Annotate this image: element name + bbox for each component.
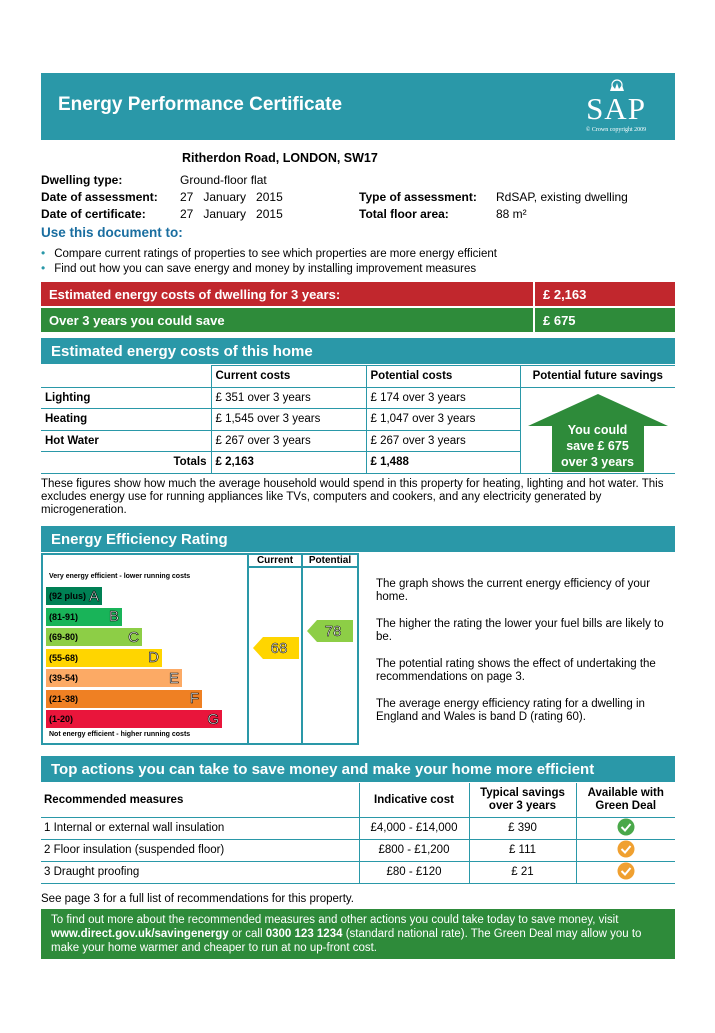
- band-range: (92 plus): [49, 591, 87, 601]
- rating-col-potential: Potential: [303, 555, 357, 568]
- band-range: (55-68): [49, 652, 79, 663]
- rating-band-b: [46, 608, 122, 626]
- date-certificate-label: Date of certificate:: [41, 207, 146, 221]
- phone-number: 0300 123 1234: [265, 928, 343, 940]
- rating-band-e: [46, 669, 182, 687]
- actions-table: [41, 783, 675, 884]
- rating-chart: [41, 553, 359, 745]
- estimated-cost-bar: Estimated energy costs of dwelling for 3 years:: [41, 282, 533, 306]
- energy-costs-heading: Estimated energy costs of this home: [41, 338, 675, 364]
- rating-explain: The higher the rating the lower your fuel bills are likely to be.: [376, 618, 664, 643]
- current-rating-arrow: [253, 637, 299, 659]
- rating-band-a: [46, 587, 102, 605]
- use-doc-bullet: • Find out how you can save energy and money by installing improvement measures: [41, 261, 477, 275]
- use-doc-heading: Use this document to:: [41, 225, 183, 240]
- floor-area-label: Total floor area:: [359, 207, 449, 221]
- could-save-value: £ 675: [535, 308, 675, 332]
- sap-logo-text: SAP: [586, 91, 646, 126]
- col-savings: Typical savings over 3 years: [469, 783, 576, 817]
- band-letter: D: [148, 649, 159, 666]
- col-green-deal: Available with Green Deal: [576, 783, 675, 817]
- savingenergy-link[interactable]: www.direct.gov.uk/savingenergy: [51, 928, 229, 940]
- certificate-header: [41, 73, 675, 140]
- band-range: (21-38): [49, 693, 79, 704]
- band-letter: G: [207, 710, 219, 728]
- date-assessment-label: Date of assessment:: [41, 190, 158, 204]
- rating-bands: [46, 587, 246, 733]
- current-rating-value: 68: [270, 640, 288, 657]
- rating-col-current: Current: [249, 555, 301, 568]
- info-footer: To find out more about the recommended measures and other actions you could take today to save money, visit www.direct.gov.uk/savingenergy or call 0300 123 1234 (standard national rate). The Green Deal may allow you to make your home warmer and cheaper to run at no up-front cost.: [41, 909, 675, 959]
- see-page-note: See page 3 for a full list of recommendations for this property.: [41, 893, 354, 905]
- crown-copyright: © Crown copyright 2009: [585, 127, 647, 133]
- rating-band-g: [46, 710, 222, 728]
- band-letter: F: [189, 690, 199, 707]
- col-measures: Recommended measures: [41, 783, 359, 817]
- floor-area-value: 88 m²: [496, 207, 527, 221]
- band-letter: B: [108, 608, 119, 625]
- green-deal-check-icon: [617, 862, 635, 880]
- sap-logo: [573, 79, 659, 137]
- table-row: 1 Internal or external wall insulation £4,000 - £14,000 £ 390: [41, 817, 675, 839]
- rating-band-d: [46, 649, 162, 667]
- col-potential-costs: Potential costs: [366, 366, 520, 388]
- green-deal-check-icon: [617, 840, 635, 858]
- rating-band-c: [46, 628, 142, 646]
- potential-rating-arrow: [307, 620, 353, 642]
- totals-row: Totals £ 2,163 £ 1,488: [41, 452, 675, 474]
- band-range: (39-54): [49, 673, 79, 683]
- dwelling-type-label: Dwelling type:: [41, 173, 123, 187]
- could-save-bar: Over 3 years you could save: [41, 308, 533, 332]
- potential-rating-value: 78: [324, 623, 342, 640]
- band-letter: A: [88, 587, 99, 605]
- energy-costs-table: [41, 365, 675, 474]
- col-cost: Indicative cost: [359, 783, 469, 817]
- date-assessment-value: 27 January 2015: [180, 190, 283, 204]
- top-actions-heading: Top actions you can take to save money and make your home more efficient: [41, 756, 675, 782]
- type-assessment-label: Type of assessment:: [359, 190, 477, 204]
- band-letter: C: [128, 628, 139, 646]
- type-assessment-value: RdSAP, existing dwelling: [496, 190, 628, 204]
- band-range: (1-20): [49, 714, 74, 724]
- table-row: Heating £ 1,545 over 3 years £ 1,047 over 3 years: [41, 409, 675, 431]
- estimated-cost-value: £ 2,163: [535, 282, 675, 306]
- rating-explain: The graph shows the current energy efficiency of your home.: [376, 578, 651, 603]
- page-title: Energy Performance Certificate: [58, 94, 343, 115]
- dwelling-type-value: Ground-floor flat: [180, 173, 267, 187]
- savings-arrow-text: You could save £ 675 over 3 years: [561, 422, 634, 469]
- band-letter: E: [168, 669, 179, 687]
- savings-arrow-cell: [520, 387, 675, 473]
- costs-note: These figures show how much the average household would spend in this property for heating, lighting and hot water. This excludes energy use for running appliances like TVs, computers and cookers, and any electricity generated by microgeneration.: [41, 478, 664, 516]
- table-row: Hot Water £ 267 over 3 years £ 267 over 3 years: [41, 430, 675, 452]
- rating-explain: The average energy efficiency rating for a dwelling in England and Wales is band D (rating 60).: [376, 698, 645, 723]
- green-deal-check-icon: [617, 818, 635, 836]
- table-row: 3 Draught proofing £80 - £120 £ 21: [41, 861, 675, 883]
- col-current-costs: Current costs: [211, 366, 366, 388]
- date-certificate-value: 27 January 2015: [180, 207, 283, 221]
- energy-rating-heading: Energy Efficiency Rating: [41, 526, 675, 552]
- rating-explain: The potential rating shows the effect of undertaking the recommendations on page 3.: [376, 658, 656, 683]
- col-potential-savings: Potential future savings: [520, 366, 675, 388]
- use-doc-bullet: • Compare current ratings of properties to see which properties are more energy efficient: [41, 246, 497, 260]
- band-range: (81-91): [49, 611, 79, 622]
- table-row: Lighting £ 351 over 3 years £ 174 over 3 years You could save £ 675 over 3 years: [41, 387, 675, 409]
- property-address: Ritherdon Road, LONDON, SW17: [182, 151, 378, 165]
- table-row: 2 Floor insulation (suspended floor) £800 - £1,200 £ 111: [41, 839, 675, 861]
- band-range: (69-80): [49, 632, 79, 642]
- rating-top-label: Very energy efficient - lower running costs: [49, 573, 191, 580]
- rating-band-f: [46, 690, 202, 708]
- rating-bottom-label: Not energy efficient - higher running costs: [49, 731, 191, 738]
